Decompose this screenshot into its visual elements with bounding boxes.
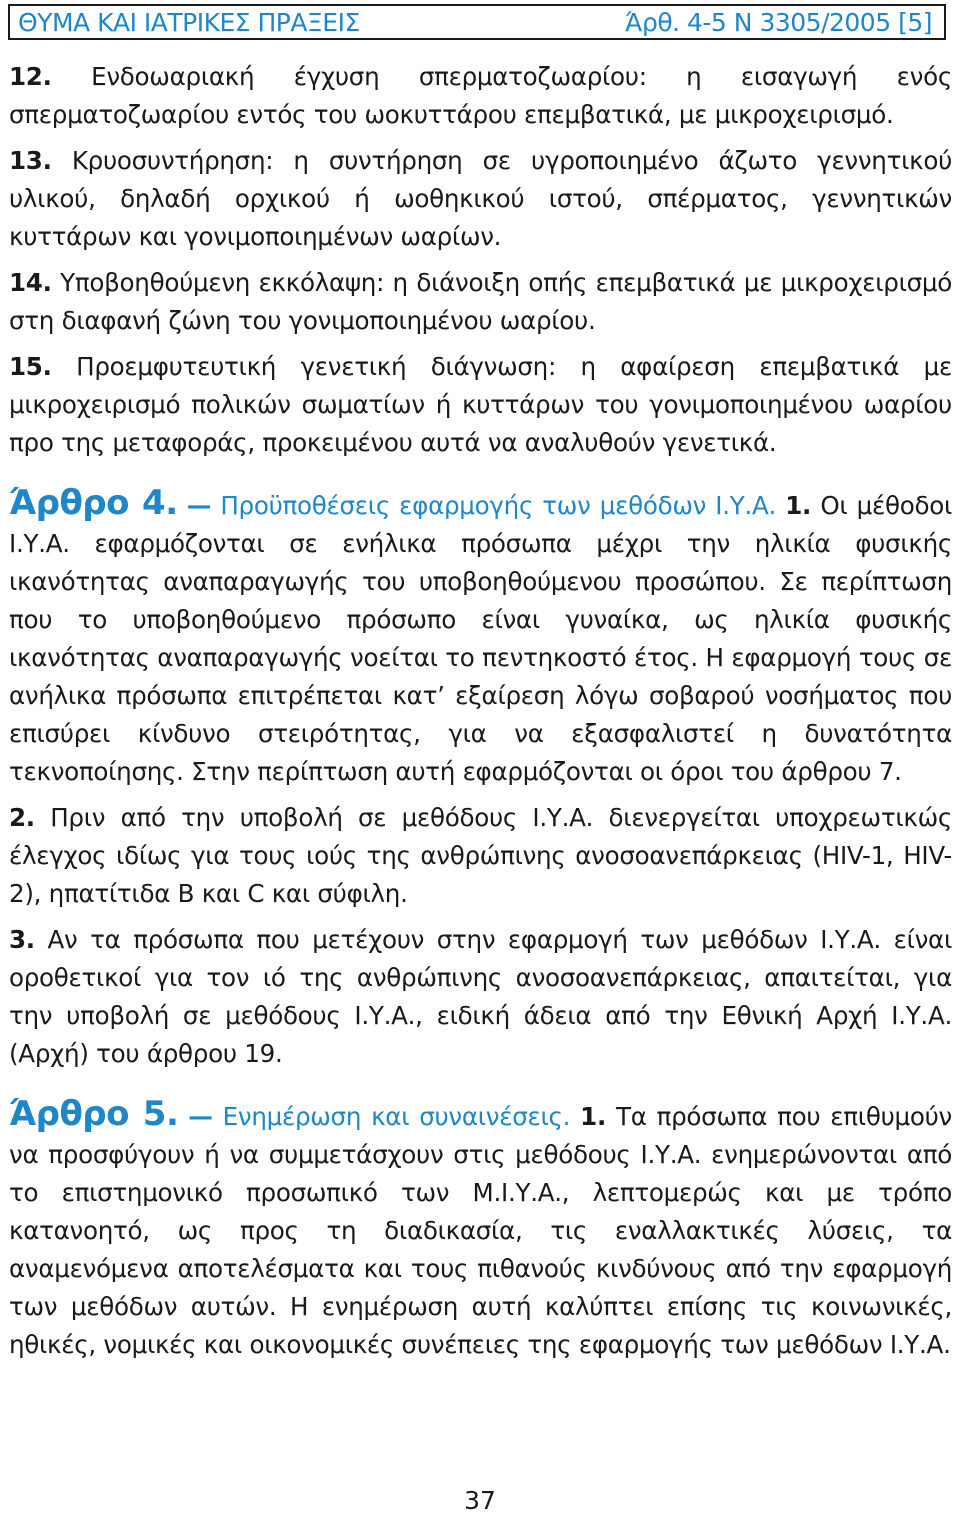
article-4-paragraph-2 xyxy=(9,799,952,913)
definition-item xyxy=(9,58,952,134)
section-title: ΘΥΜΑ ΚΑΙ ΙΑΤΡΙΚΕΣ ΠΡΑΞΕΙΣ xyxy=(18,7,360,37)
paragraph-number: 1. xyxy=(580,1102,607,1131)
definition-item xyxy=(9,142,952,256)
header-reference xyxy=(625,8,932,37)
definition-text: Υποβοηθούμενη εκκόλαψη: η διάνοιξη οπής επεμβατικά με μικροχειρισμό στη διαφανή ζώνη του γονιμοποιημένου ωαρίου. xyxy=(9,268,952,335)
article-4-label: Άρθρο 4. xyxy=(9,483,178,523)
article-4-title: Προϋποθέσεις εφαρμογής των μεθόδων Ι.Υ.Α. xyxy=(220,491,777,520)
document-body xyxy=(9,58,952,1364)
article-5-label: Άρθρο 5. xyxy=(9,1094,179,1134)
article-5-paragraph-1 xyxy=(9,1095,952,1364)
paragraph-number: 1. xyxy=(785,491,812,520)
definition-text: Προεμφυτευτική γενετική διάγνωση: η αφαίρεση επεμβατικά με μικροχειρισμό πολικών σωματίων ή κυττάρων του γονιμοποιημένου ωαρίου προ της μεταφοράς, προκειμένου αυτά να αναλυθούν γενετικά. xyxy=(9,352,952,457)
paragraph-text: Αν τα πρόσωπα που μετέχουν στην εφαρμογή των μεθόδων Ι.Υ.Α. είναι οροθετικοί για τον ιό της ανθρώπινης ανοσοανεπάρκειας, απαιτείται, για την υποβολή σε μεθόδους Ι.Υ.Α., ειδική άδεια από την Εθνική Αρχή Ι.Υ.Α. (Αρχή) του άρθρου 19. xyxy=(9,925,952,1068)
article-5-title: Ενημέρωση και συναινέσεις. xyxy=(222,1102,571,1131)
paragraph-number: 3. xyxy=(9,925,35,954)
paragraph-text: Τα πρόσωπα που επιθυμούν να προσφύγουν ή να συμμετάσχουν στις μεθόδους Ι.Υ.Α. ενημερώνονται από το επιστημονικό προσωπικό των Μ.Ι.Υ.Α., λεπτομερώς και με τρόπο κατανοητό, ως προς τη διαδικασία, τις εναλλακτικές λύσεις, τα αναμενόμενα αποτελέσματα και τους πιθανούς κινδύνους από την εφαρμογή των μεθόδων αυτών. Η ενημέρωση αυτή καλύπτει επίσης τις κοινωνικές, ηθικές, νομικές και οικονομικές συνέπειες της εφαρμογής των μεθόδων Ι.Υ.Α. xyxy=(9,1102,952,1359)
article-4-paragraph-3 xyxy=(9,921,952,1073)
article-dash: — xyxy=(188,1102,213,1131)
paragraph-text: Πριν από την υποβολή σε μεθόδους Ι.Υ.Α. διενεργείται υποχρεωτικώς έλεγχος ιδίως για τους ιούς της ανθρώπινης ανοσοανεπάρκειας (HIV-1, HIV-2), ηπατίτιδα B και C και σύφιλη. xyxy=(9,803,952,908)
definition-text: Κρυοσυντήρηση: η συντήρηση σε υγροποιημένο άζωτο γεννητικού υλικού, δηλαδή ορχικού ή ωοθηκικού ιστού, σπέρματος, γεννητικών κυττάρων και γονιμοποιημένων ωαρίων. xyxy=(9,146,952,251)
running-header xyxy=(8,4,946,40)
definition-text: Ενδοωαριακή έγχυση σπερματοζωαρίου: η εισαγωγή ενός σπερματοζωαρίου εντός του ωοκυττάρου επεμβατικά, με μικροχειρισμό. xyxy=(9,62,952,129)
article-4-paragraph-1 xyxy=(9,484,952,791)
law-number: Ν 3305/2005 xyxy=(733,7,891,37)
paragraph-text: Οι μέθοδοι Ι.Υ.Α. εφαρμόζονται σε ενήλικα πρόσωπα μέχρι την ηλικία φυσικής ικανότητας αναπαραγωγής του υποβοηθούμενου προσώπου. Σε περίπτωση που το υποβοηθούμενο πρόσωπο είναι γυναίκα, ως ηλικία φυσικής ικανότητας αναπαραγωγής νοείται το πεντηκοστό έτος. Η εφαρμογή τους σε ανήλικα πρόσωπα επιτρέπεται κατ’ εξαίρεση λόγω σοβαρού νοσήματος που επισύρει κίνδυνο στειρότητας, για να εξασφαλιστεί η δυνατότητα τεκνοποίησης. Στην περίπτωση αυτή εφαρμόζονται οι όροι του άρθρου 7. xyxy=(9,491,952,786)
article-range: Άρθ. 4-5 xyxy=(625,7,727,37)
definition-number: 14. xyxy=(9,268,52,297)
page-number: 37 xyxy=(464,1486,496,1515)
paragraph-number: 2. xyxy=(9,803,35,832)
definition-number: 15. xyxy=(9,352,52,381)
definition-item xyxy=(9,348,952,462)
reference-tag: [5] xyxy=(898,7,932,37)
definition-number: 12. xyxy=(9,62,52,91)
definition-item xyxy=(9,264,952,340)
definition-number: 13. xyxy=(9,146,52,175)
article-dash: — xyxy=(186,491,212,520)
